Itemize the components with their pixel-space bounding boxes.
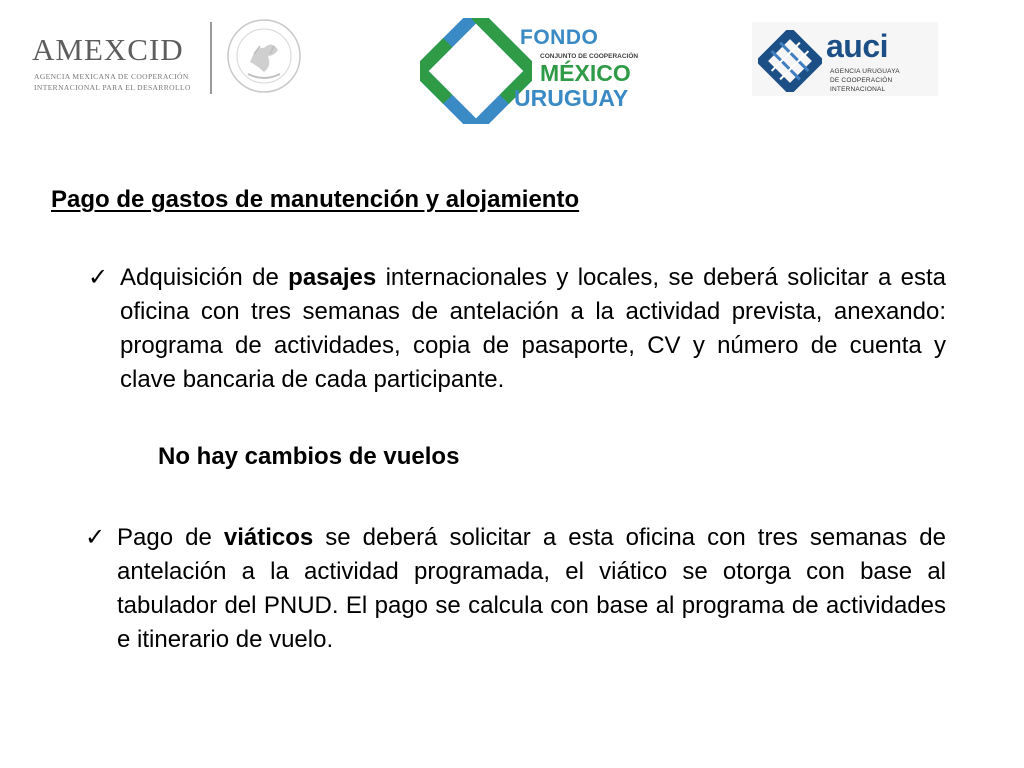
- amexcid-logo: [30, 28, 210, 98]
- bullet-text-end: se deberá solicitar a esta oficina con tres semanas de antelación a la actividad programada, el viático se otorga con base al tabulador del PNUD. El pago se calcula con base al programa de actividades e itinerario de vuelo.: [117, 524, 946, 653]
- fondo-line3: MÉXICO: [540, 60, 631, 86]
- auci-logo: [752, 22, 938, 96]
- bullet-viaticos: [117, 521, 946, 657]
- logo-header: [0, 0, 1024, 140]
- amexcid-subtitle-line1: AGENCIA MEXICANA DE COOPERACIÓN: [34, 72, 189, 81]
- fondo-line2: CONJUNTO DE COOPERACIÓN: [540, 53, 639, 60]
- fondo-line4: URUGUAY: [514, 85, 629, 111]
- logo-divider: [210, 22, 212, 94]
- auci-subtitle-line3: INTERNACIONAL: [830, 86, 886, 93]
- fondo-line1: FONDO: [520, 26, 599, 49]
- bullet-keyword: viáticos: [223, 524, 314, 551]
- bullet-text-start: Pago de: [117, 524, 224, 551]
- auci-subtitle-line1: AGENCIA URUGUAYA: [830, 68, 900, 75]
- bullet-text-start: Adquisición de: [120, 264, 289, 291]
- bullet-pasajes: [120, 261, 946, 397]
- amexcid-subtitle-line2: INTERNACIONAL PARA EL DESARROLLO: [34, 83, 191, 92]
- bullet-keyword: pasajes: [288, 264, 377, 291]
- checkmark-icon: ✓: [88, 264, 109, 291]
- amexcid-wordmark: AMEXCID: [32, 32, 184, 67]
- mexico-seal-icon: [224, 16, 304, 96]
- note-no-flight-changes: No hay cambios de vuelos: [158, 443, 460, 470]
- auci-subtitle-line2: DE COOPERACIÓN: [830, 77, 893, 84]
- checkmark-icon: ✓: [85, 524, 106, 551]
- auci-emblem-icon: [758, 30, 822, 92]
- slide-title: Pago de gastos de manutención y alojamiento: [51, 186, 580, 213]
- auci-wordmark: auci: [826, 28, 889, 64]
- bullet-text-end: internacionales y locales, se deberá solicitar a esta oficina con tres semanas de antelación a la actividad prevista, anexando: programa de actividades, copia de pasaporte, CV y número de cuenta y clave bancaria de cada participante.: [120, 264, 947, 393]
